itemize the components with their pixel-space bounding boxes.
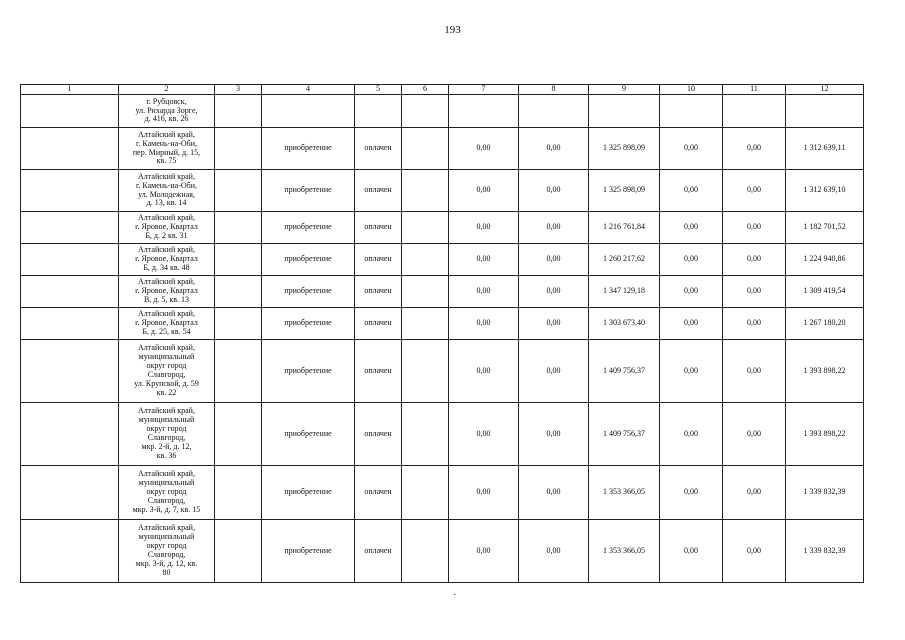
scan-dot: · bbox=[453, 590, 457, 601]
address-cell: Алтайский край, г. Яровое, Квартал Б, д. 25, кв. 54 bbox=[119, 308, 215, 340]
value-col12: 1 393 898,22 bbox=[786, 403, 864, 466]
value-col8: 0,00 bbox=[519, 170, 589, 212]
value-col12: 1 312 639,10 bbox=[786, 170, 864, 212]
address-cell: Алтайский край, г. Яровое, Квартал В, д. 5, кв. 13 bbox=[119, 276, 215, 308]
value-col7: 0,00 bbox=[449, 403, 519, 466]
type-cell: приобретение bbox=[262, 308, 355, 340]
cell-col1 bbox=[21, 340, 119, 403]
cell-col3 bbox=[215, 520, 262, 583]
type-cell bbox=[262, 95, 355, 128]
cell-col3 bbox=[215, 212, 262, 244]
cell-col3 bbox=[215, 170, 262, 212]
status-cell bbox=[355, 95, 402, 128]
address-cell: Алтайский край, г. Камень-на-Оби, пер. Мирный, д. 15, кв. 75 bbox=[119, 128, 215, 170]
value-col7: 0,00 bbox=[449, 520, 519, 583]
column-header: 6 bbox=[402, 85, 449, 95]
value-col9: 1 303 673,40 bbox=[589, 308, 660, 340]
column-header: 2 bbox=[119, 85, 215, 95]
table-row bbox=[21, 403, 864, 466]
value-col10: 0,00 bbox=[660, 403, 723, 466]
type-cell: приобретение bbox=[262, 170, 355, 212]
page-number: 193 bbox=[444, 24, 461, 36]
value-col11: 0,00 bbox=[723, 308, 786, 340]
column-header: 5 bbox=[355, 85, 402, 95]
status-cell: оплачен bbox=[355, 170, 402, 212]
value-col8: 0,00 bbox=[519, 308, 589, 340]
status-cell: оплачен bbox=[355, 466, 402, 520]
value-col11: 0,00 bbox=[723, 128, 786, 170]
value-col10: 0,00 bbox=[660, 212, 723, 244]
value-col8: 0,00 bbox=[519, 276, 589, 308]
value-col9 bbox=[589, 95, 660, 128]
column-header: 11 bbox=[723, 85, 786, 95]
value-col11: 0,00 bbox=[723, 340, 786, 403]
value-col8: 0,00 bbox=[519, 244, 589, 276]
cell-col6 bbox=[402, 276, 449, 308]
value-col9: 1 260 217,62 bbox=[589, 244, 660, 276]
cell-col1 bbox=[21, 95, 119, 128]
cell-col3 bbox=[215, 466, 262, 520]
address-cell: Алтайский край, г. Яровое, Квартал Б, д. 2 кв. 31 bbox=[119, 212, 215, 244]
value-col8: 0,00 bbox=[519, 466, 589, 520]
value-col10: 0,00 bbox=[660, 276, 723, 308]
table-row bbox=[21, 212, 864, 244]
status-cell: оплачен bbox=[355, 212, 402, 244]
table-row bbox=[21, 128, 864, 170]
type-cell: приобретение bbox=[262, 340, 355, 403]
cell-col6 bbox=[402, 212, 449, 244]
type-cell: приобретение bbox=[262, 520, 355, 583]
value-col11: 0,00 bbox=[723, 403, 786, 466]
value-col12: 1 393 898,22 bbox=[786, 340, 864, 403]
value-col8: 0,00 bbox=[519, 340, 589, 403]
cell-col1 bbox=[21, 212, 119, 244]
value-col10: 0,00 bbox=[660, 244, 723, 276]
value-col10: 0,00 bbox=[660, 170, 723, 212]
address-cell: Алтайский край, муниципальный округ город Славгород, мкр. 3-й, д. 7, кв. 15 bbox=[119, 466, 215, 520]
value-col12: 1 224 940,86 bbox=[786, 244, 864, 276]
column-header: 8 bbox=[519, 85, 589, 95]
type-cell: приобретение bbox=[262, 403, 355, 466]
cell-col3 bbox=[215, 244, 262, 276]
address-cell: Алтайский край, муниципальный округ город Славгород, ул. Крупской, д. 59 кв. 22 bbox=[119, 340, 215, 403]
value-col9: 1 409 756,37 bbox=[589, 403, 660, 466]
address-cell: Алтайский край, муниципальный округ город Славгород, мкр. 3-й, д. 12, кв. 80 bbox=[119, 520, 215, 583]
value-col7: 0,00 bbox=[449, 276, 519, 308]
address-cell: Алтайский край, г. Яровое, Квартал Б, д. 34 кв. 48 bbox=[119, 244, 215, 276]
value-col10: 0,00 bbox=[660, 520, 723, 583]
status-cell: оплачен bbox=[355, 276, 402, 308]
cell-col6 bbox=[402, 340, 449, 403]
value-col7: 0,00 bbox=[449, 212, 519, 244]
column-header: 3 bbox=[215, 85, 262, 95]
type-cell: приобретение bbox=[262, 212, 355, 244]
value-col7: 0,00 bbox=[449, 340, 519, 403]
address-cell: г. Рубцовск, ул. Рихарда Зорге, д. 416, кв. 26 bbox=[119, 95, 215, 128]
table-row bbox=[21, 520, 864, 583]
value-col9: 1 353 366,05 bbox=[589, 466, 660, 520]
value-col12 bbox=[786, 95, 864, 128]
value-col8 bbox=[519, 95, 589, 128]
cell-col6 bbox=[402, 244, 449, 276]
value-col11: 0,00 bbox=[723, 170, 786, 212]
table-row bbox=[21, 308, 864, 340]
cell-col6 bbox=[402, 520, 449, 583]
value-col8: 0,00 bbox=[519, 128, 589, 170]
table-body bbox=[21, 95, 864, 583]
value-col12: 1 312 639,11 bbox=[786, 128, 864, 170]
status-cell: оплачен bbox=[355, 520, 402, 583]
value-col12: 1 182 701,52 bbox=[786, 212, 864, 244]
cell-col6 bbox=[402, 308, 449, 340]
value-col9: 1 216 761,84 bbox=[589, 212, 660, 244]
status-cell: оплачен bbox=[355, 308, 402, 340]
column-header: 12 bbox=[786, 85, 864, 95]
value-col11: 0,00 bbox=[723, 466, 786, 520]
table-row bbox=[21, 170, 864, 212]
value-col11: 0,00 bbox=[723, 276, 786, 308]
value-col12: 1 339 832,39 bbox=[786, 466, 864, 520]
value-col8: 0,00 bbox=[519, 212, 589, 244]
cell-col6 bbox=[402, 170, 449, 212]
address-cell: Алтайский край, г. Камень-на-Оби, ул. Молодежная, д. 13, кв. 14 bbox=[119, 170, 215, 212]
status-cell: оплачен bbox=[355, 340, 402, 403]
cell-col1 bbox=[21, 520, 119, 583]
table-row bbox=[21, 466, 864, 520]
cell-col3 bbox=[215, 95, 262, 128]
column-header: 10 bbox=[660, 85, 723, 95]
column-header: 9 bbox=[589, 85, 660, 95]
value-col11: 0,00 bbox=[723, 244, 786, 276]
cell-col3 bbox=[215, 340, 262, 403]
value-col7: 0,00 bbox=[449, 128, 519, 170]
value-col11 bbox=[723, 95, 786, 128]
value-col9: 1 353 366,05 bbox=[589, 520, 660, 583]
status-cell: оплачен bbox=[355, 244, 402, 276]
type-cell: приобретение bbox=[262, 466, 355, 520]
cell-col1 bbox=[21, 466, 119, 520]
cell-col6 bbox=[402, 95, 449, 128]
value-col9: 1 347 129,18 bbox=[589, 276, 660, 308]
value-col9: 1 325 898,09 bbox=[589, 170, 660, 212]
value-col10: 0,00 bbox=[660, 466, 723, 520]
value-col11: 0,00 bbox=[723, 520, 786, 583]
value-col9: 1 325 898,09 bbox=[589, 128, 660, 170]
type-cell: приобретение bbox=[262, 276, 355, 308]
value-col7: 0,00 bbox=[449, 466, 519, 520]
cell-col3 bbox=[215, 308, 262, 340]
value-col8: 0,00 bbox=[519, 403, 589, 466]
cell-col1 bbox=[21, 308, 119, 340]
column-header: 7 bbox=[449, 85, 519, 95]
register-table bbox=[20, 84, 864, 583]
type-cell: приобретение bbox=[262, 244, 355, 276]
cell-col3 bbox=[215, 276, 262, 308]
cell-col6 bbox=[402, 466, 449, 520]
column-header: 1 bbox=[21, 85, 119, 95]
table-row bbox=[21, 276, 864, 308]
cell-col1 bbox=[21, 244, 119, 276]
value-col7 bbox=[449, 95, 519, 128]
column-number-row bbox=[21, 85, 864, 95]
address-cell: Алтайский край, муниципальный округ город Славгород, мкр. 2-й, д. 12, кв. 36 bbox=[119, 403, 215, 466]
value-col12: 1 267 180,20 bbox=[786, 308, 864, 340]
value-col7: 0,00 bbox=[449, 308, 519, 340]
cell-col6 bbox=[402, 128, 449, 170]
value-col10: 0,00 bbox=[660, 340, 723, 403]
value-col12: 1 309 419,54 bbox=[786, 276, 864, 308]
cell-col1 bbox=[21, 403, 119, 466]
cell-col1 bbox=[21, 170, 119, 212]
table-row bbox=[21, 95, 864, 128]
value-col9: 1 409 756,37 bbox=[589, 340, 660, 403]
value-col10 bbox=[660, 95, 723, 128]
value-col10: 0,00 bbox=[660, 128, 723, 170]
table-row bbox=[21, 244, 864, 276]
value-col7: 0,00 bbox=[449, 244, 519, 276]
value-col7: 0,00 bbox=[449, 170, 519, 212]
table-row bbox=[21, 340, 864, 403]
value-col11: 0,00 bbox=[723, 212, 786, 244]
status-cell: оплачен bbox=[355, 403, 402, 466]
cell-col1 bbox=[21, 276, 119, 308]
status-cell: оплачен bbox=[355, 128, 402, 170]
value-col8: 0,00 bbox=[519, 520, 589, 583]
cell-col1 bbox=[21, 128, 119, 170]
value-col12: 1 339 832,39 bbox=[786, 520, 864, 583]
cell-col6 bbox=[402, 403, 449, 466]
column-header: 4 bbox=[262, 85, 355, 95]
cell-col3 bbox=[215, 403, 262, 466]
cell-col3 bbox=[215, 128, 262, 170]
type-cell: приобретение bbox=[262, 128, 355, 170]
value-col10: 0,00 bbox=[660, 308, 723, 340]
